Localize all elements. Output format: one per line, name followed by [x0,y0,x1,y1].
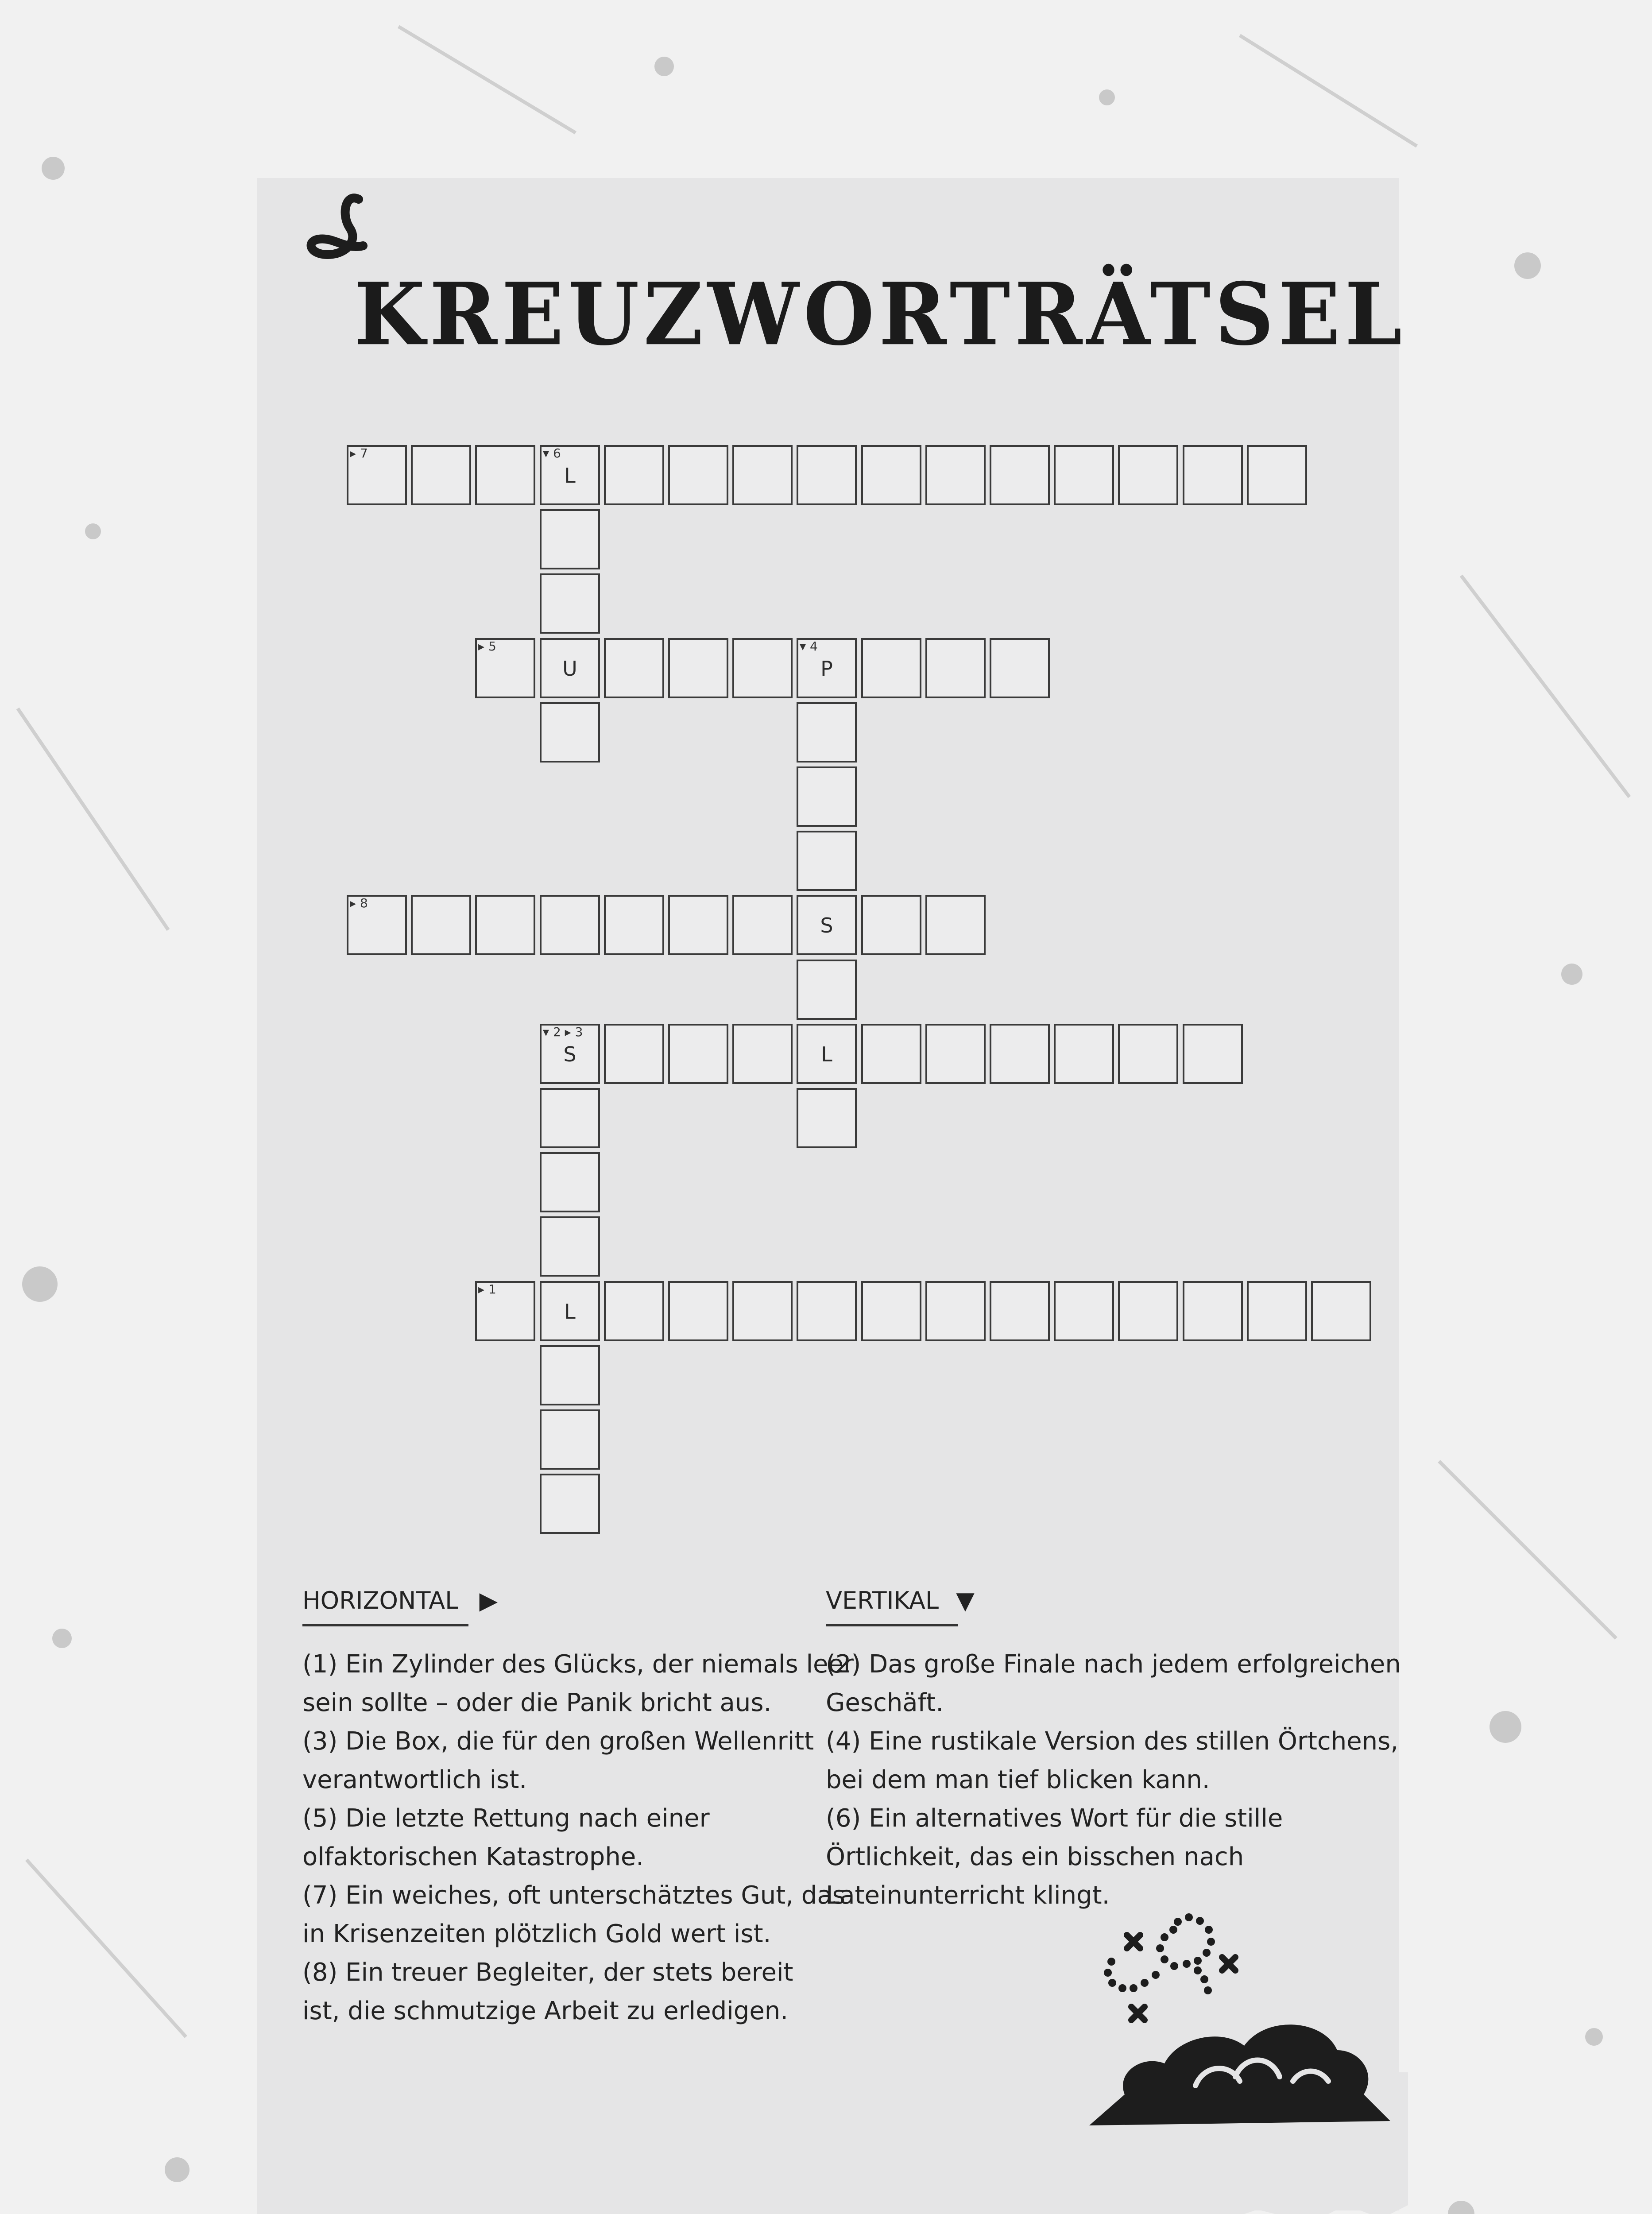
crossword-cell[interactable] [540,638,600,698]
crossword-cell[interactable] [925,445,986,505]
crossword-cell[interactable] [797,1024,857,1084]
crossword-cell[interactable] [1183,1024,1243,1084]
crossword-cell[interactable] [540,1216,600,1277]
crossword-cell[interactable] [540,1152,600,1212]
crossword-cell[interactable] [540,1474,600,1534]
crossword-cell[interactable] [1311,1281,1371,1341]
clue-line: Lateinunterricht klingt. [826,1881,1110,1910]
page-title: KREUZWORTRÄTSEL [354,264,1407,365]
cell-number: ▸ 1 [478,1282,496,1297]
clue-line: in Krisenzeiten plötzlich Gold wert ist. [302,1920,771,1948]
cell-letter: S [820,913,833,937]
clue-line: bei dem man tief blicken kann. [826,1765,1210,1794]
cell-number: ▸ 7 [350,446,368,461]
crossword-cell[interactable] [540,895,600,955]
horizontal-heading-text: HORIZONTAL [302,1587,459,1614]
crossword-cell[interactable] [540,573,600,634]
crossword-cell[interactable] [411,895,471,955]
crossword-cell[interactable] [1054,1281,1114,1341]
crossword-cell[interactable] [861,895,921,955]
crossword-cell[interactable] [797,766,857,827]
crossword-cell[interactable] [861,1024,921,1084]
crossword-cell[interactable] [1118,445,1178,505]
clue-line: olfaktorischen Katastrophe. [302,1842,644,1871]
clue-line: (2) Das große Finale nach jedem erfolgreichen [826,1650,1401,1679]
crossword-cell[interactable] [475,1281,535,1341]
crossword-cell[interactable] [990,445,1050,505]
crossword-cell[interactable] [668,895,728,955]
crossword-cell[interactable] [604,1281,664,1341]
crossword-cell[interactable] [797,960,857,1020]
vertical-heading-text: VERTIKAL [826,1587,939,1614]
horizontal-clues [302,1645,854,2030]
vertical-clues [826,1645,1401,1915]
crossword-cell[interactable] [540,1088,600,1148]
crossword-cell[interactable] [925,638,986,698]
crossword-cell[interactable] [732,1024,793,1084]
crossword-cell[interactable] [1054,1024,1114,1084]
clue-line: Geschäft. [826,1688,944,1717]
cell-number: ▾ 6 [543,446,561,461]
crossword-cell[interactable] [990,1281,1050,1341]
right-arrow-icon: ▶ [479,1587,498,1614]
clue-line: (6) Ein alternatives Wort für die stille [826,1804,1283,1833]
crossword-cell[interactable] [475,445,535,505]
crossword-cell[interactable] [1054,445,1114,505]
clue-line: (4) Eine rustikale Version des stillen Örtchens, [826,1727,1399,1756]
crossword-cell[interactable] [604,638,664,698]
cell-number: ▾ 2 ▸ 3 [543,1025,583,1039]
crossword-cell[interactable] [1118,1281,1178,1341]
crossword-cell[interactable] [540,509,600,569]
crossword-cell[interactable] [797,895,857,955]
down-arrow-icon: ▼ [956,1587,975,1614]
crossword-cell[interactable] [732,1281,793,1341]
clue-line: (5) Die letzte Rettung nach einer [302,1804,710,1833]
crossword-cell[interactable] [925,1024,986,1084]
crossword-cell[interactable] [668,445,728,505]
clue-line: sein sollte – oder die Panik bricht aus. [302,1688,772,1717]
clue-line: (8) Ein treuer Begleiter, der stets bereit [302,1958,793,1987]
crossword-cell[interactable] [797,445,857,505]
crossword-cell[interactable] [797,702,857,763]
horizontal-heading-underline [302,1624,468,1626]
crossword-cell[interactable] [668,1281,728,1341]
vertical-heading [826,1585,975,1616]
crossword-cell[interactable] [540,1409,600,1470]
clue-line: verantwortlich ist. [302,1765,527,1794]
cell-letter: U [562,657,577,681]
crossword-cell[interactable] [540,1345,600,1405]
crossword-cell[interactable] [604,445,664,505]
vertical-heading-underline [826,1624,958,1626]
cell-letter: L [564,464,576,488]
crossword-cell[interactable] [668,638,728,698]
crossword-cell[interactable] [347,895,407,955]
crossword-cell[interactable] [732,445,793,505]
crossword-cell[interactable] [861,1281,921,1341]
cell-number: ▾ 4 [800,639,818,654]
crossword-cell[interactable] [1183,1281,1243,1341]
crossword-cell[interactable] [990,1024,1050,1084]
clue-line: Örtlichkeit, das ein bisschen nach [826,1842,1244,1871]
clue-line: (1) Ein Zylinder des Glücks, der niemals leer [302,1650,854,1679]
crossword-cell[interactable] [540,1024,600,1084]
crossword-cell[interactable] [732,638,793,698]
crossword-cell[interactable] [797,1088,857,1148]
cell-letter: L [821,1042,832,1066]
crossword-cell[interactable] [925,895,986,955]
crossword-cell[interactable] [797,831,857,891]
cell-number: ▸ 8 [350,896,368,910]
cell-letter: S [563,1042,576,1066]
treasure-map-bush-icon [1036,1904,1399,2134]
crossword-cell[interactable] [732,895,793,955]
crossword-cell[interactable] [797,1281,857,1341]
horizontal-heading [302,1585,498,1616]
crossword-cell[interactable] [668,1024,728,1084]
cell-letter: P [820,657,833,681]
clue-line: ist, die schmutzige Arbeit zu erledigen. [302,1997,789,2025]
crossword-cell[interactable] [604,1024,664,1084]
crossword-cell[interactable] [990,638,1050,698]
crossword-cell[interactable] [540,445,600,505]
crossword-cell[interactable] [861,445,921,505]
crossword-cell[interactable] [925,1281,986,1341]
cell-number: ▸ 5 [478,639,496,654]
crossword-cell[interactable] [1183,445,1243,505]
crossword-cell[interactable] [1118,1024,1178,1084]
crossword-cell[interactable] [347,445,407,505]
clue-line: (3) Die Box, die für den großen Wellenritt [302,1727,814,1756]
cell-letter: L [564,1300,576,1324]
crossword-cell[interactable] [1247,445,1307,505]
crossword-cell[interactable] [475,895,535,955]
crossword-cell[interactable] [861,638,921,698]
crossword-cell[interactable] [540,702,600,763]
crossword-cell[interactable] [411,445,471,505]
crossword-cell[interactable] [475,638,535,698]
crossword-cell[interactable] [797,638,857,698]
crossword-cell[interactable] [540,1281,600,1341]
crossword-cell[interactable] [604,895,664,955]
clue-line: (7) Ein weiches, oft unterschätztes Gut, das [302,1881,845,1910]
crossword-cell[interactable] [1247,1281,1307,1341]
